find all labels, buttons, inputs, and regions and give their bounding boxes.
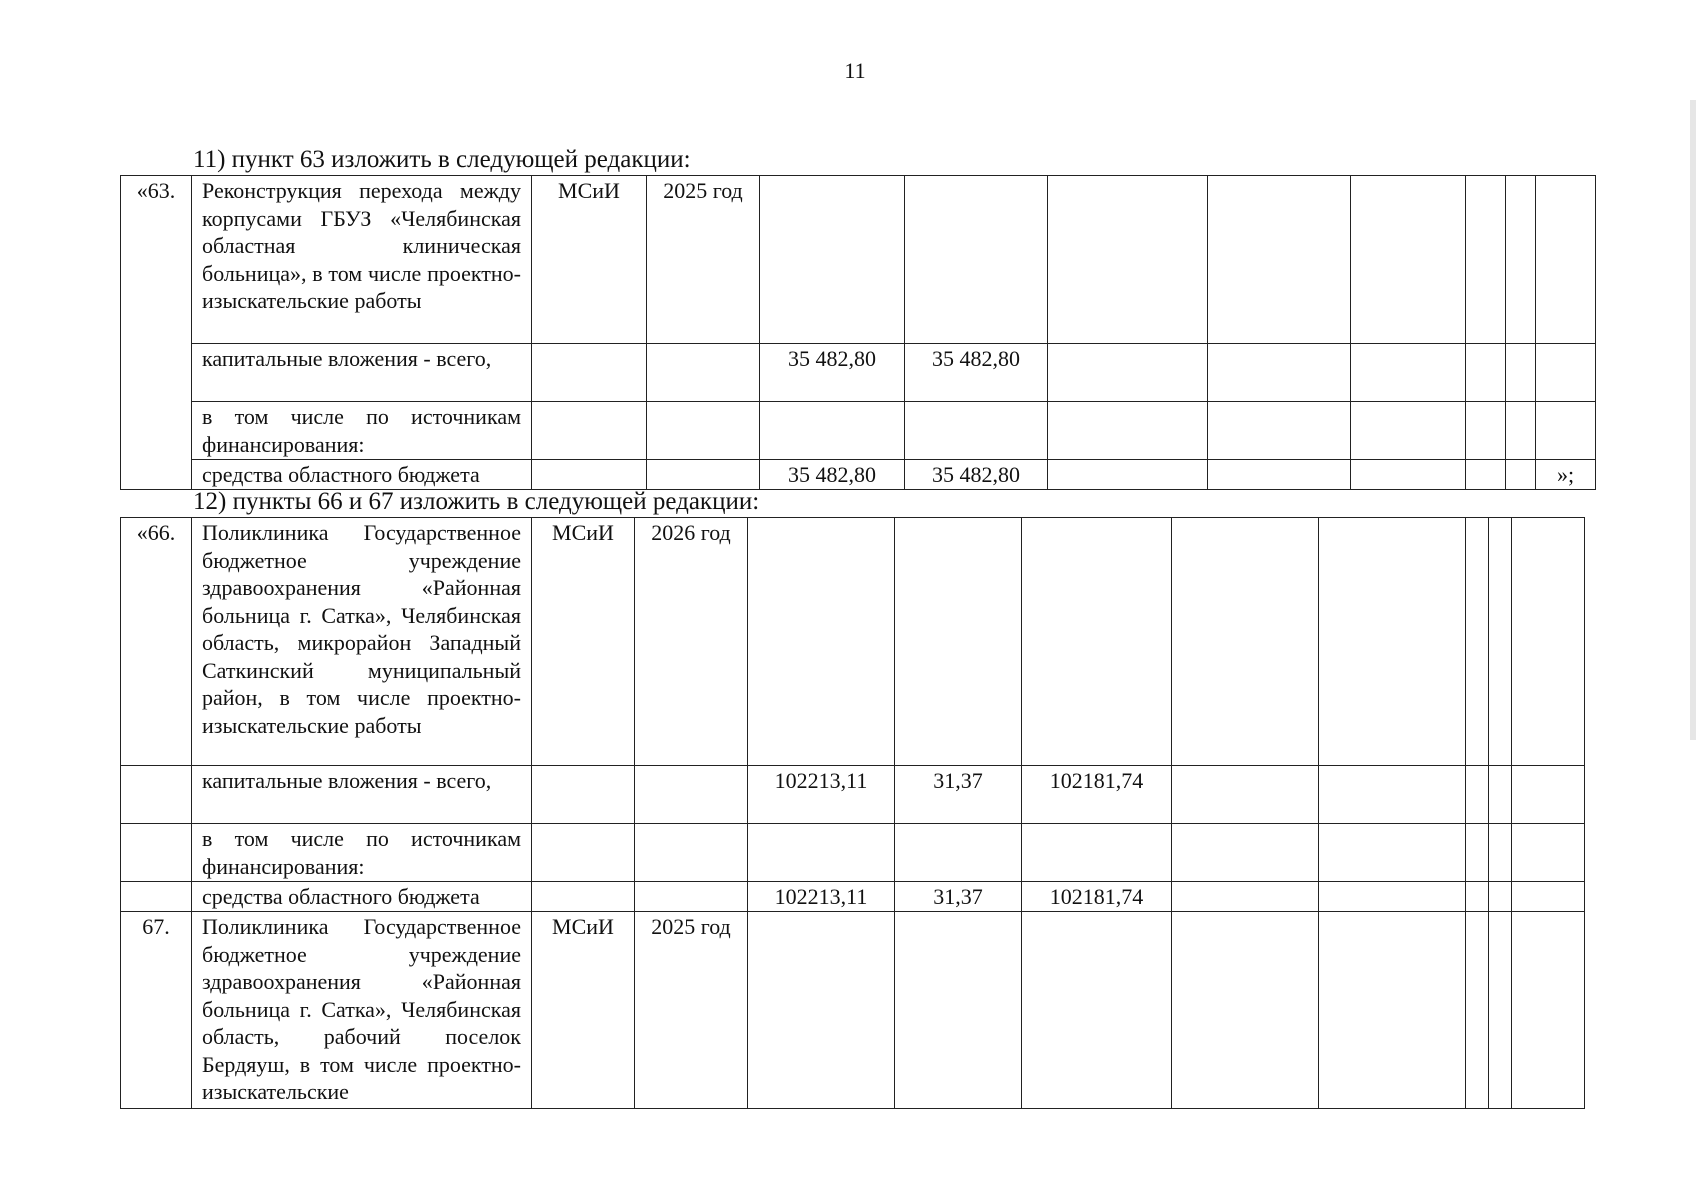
regional-2026: 102181,74 bbox=[1022, 882, 1172, 912]
empty-cell bbox=[1319, 912, 1466, 1109]
empty-cell bbox=[1466, 766, 1489, 824]
empty-cell bbox=[1048, 402, 1208, 460]
empty-cell bbox=[748, 824, 895, 882]
empty-cell bbox=[1512, 824, 1585, 882]
item-number: 67. bbox=[121, 912, 192, 1109]
empty-cell bbox=[1466, 824, 1489, 882]
empty-cell bbox=[905, 176, 1048, 344]
year-cell: 2026 год bbox=[635, 518, 748, 766]
regional-2025: 31,37 bbox=[895, 882, 1022, 912]
empty-cell bbox=[1489, 912, 1512, 1109]
empty-cell bbox=[1536, 344, 1596, 402]
scan-edge-mark bbox=[1690, 100, 1696, 740]
empty-cell bbox=[895, 824, 1022, 882]
empty-cell bbox=[1489, 518, 1512, 766]
year-cell: 2025 год bbox=[635, 912, 748, 1109]
capital-2025: 31,37 bbox=[895, 766, 1022, 824]
table-row bbox=[121, 402, 1596, 460]
empty-cell bbox=[1048, 176, 1208, 344]
empty-cell bbox=[1489, 824, 1512, 882]
capital-total: 35 482,80 bbox=[760, 344, 905, 402]
empty-cell bbox=[1319, 518, 1466, 766]
empty-cell bbox=[748, 518, 895, 766]
empty-cell bbox=[1351, 344, 1466, 402]
empty-cell bbox=[1536, 402, 1596, 460]
table-row bbox=[121, 766, 1585, 824]
empty-cell bbox=[1536, 176, 1596, 344]
customer-cell: МСиИ bbox=[532, 912, 635, 1109]
empty-cell bbox=[121, 766, 192, 824]
empty-cell bbox=[760, 176, 905, 344]
empty-cell bbox=[1512, 912, 1585, 1109]
object-name: Поликлиника Государственное бюджетное учреждение здравоохранения «Районная больница г. Сатка», Челябинская область, микрорайон Западный Саткинский муниципальный район, в том числе проектно-изыскательские работы bbox=[192, 518, 532, 766]
empty-cell bbox=[1208, 344, 1351, 402]
item-number: «63. bbox=[121, 176, 192, 490]
section-63-heading: 11) пункт 63 изложить в следующей редакции: bbox=[193, 146, 691, 173]
empty-cell bbox=[1466, 882, 1489, 912]
empty-cell bbox=[1319, 766, 1466, 824]
empty-cell bbox=[1208, 176, 1351, 344]
empty-cell bbox=[1172, 912, 1319, 1109]
capital-2025: 35 482,80 bbox=[905, 344, 1048, 402]
section-66-67-heading: 12) пункты 66 и 67 изложить в следующей редакции: bbox=[193, 488, 760, 515]
item-number: «66. bbox=[121, 518, 192, 766]
capital-label: капитальные вложения - всего, bbox=[192, 766, 532, 824]
empty-cell bbox=[1466, 460, 1506, 490]
empty-cell bbox=[1466, 176, 1506, 344]
empty-cell bbox=[1351, 460, 1466, 490]
empty-cell bbox=[1022, 824, 1172, 882]
regional-total: 102213,11 bbox=[748, 882, 895, 912]
empty-cell bbox=[1506, 176, 1536, 344]
empty-cell bbox=[532, 344, 647, 402]
customer-cell: МСиИ bbox=[532, 518, 635, 766]
table-item-63 bbox=[120, 175, 1596, 490]
regional-2025: 35 482,80 bbox=[905, 460, 1048, 490]
empty-cell bbox=[1489, 766, 1512, 824]
empty-cell bbox=[895, 518, 1022, 766]
empty-cell bbox=[1512, 766, 1585, 824]
empty-cell bbox=[1319, 882, 1466, 912]
year-cell: 2025 год bbox=[647, 176, 760, 344]
empty-cell bbox=[1022, 912, 1172, 1109]
table-row bbox=[121, 460, 1596, 490]
page-number: 11 bbox=[844, 58, 866, 83]
empty-cell bbox=[1172, 824, 1319, 882]
empty-cell bbox=[1466, 344, 1506, 402]
empty-cell bbox=[1172, 766, 1319, 824]
empty-cell bbox=[1512, 882, 1585, 912]
empty-cell bbox=[1466, 912, 1489, 1109]
sources-label: в том числе по источникам финансирования: bbox=[192, 402, 532, 460]
regional-budget-label: средства областного бюджета bbox=[192, 460, 532, 490]
empty-cell bbox=[1208, 460, 1351, 490]
empty-cell bbox=[1351, 176, 1466, 344]
sources-label: в том числе по источникам финансирования: bbox=[192, 824, 532, 882]
empty-cell bbox=[1466, 402, 1506, 460]
table-row bbox=[121, 344, 1596, 402]
capital-label: капитальные вложения - всего, bbox=[192, 344, 532, 402]
capital-total: 102213,11 bbox=[748, 766, 895, 824]
empty-cell bbox=[532, 402, 647, 460]
empty-cell bbox=[1172, 882, 1319, 912]
table-row bbox=[121, 912, 1585, 1109]
empty-cell bbox=[647, 344, 760, 402]
empty-cell bbox=[905, 402, 1048, 460]
empty-cell bbox=[1506, 402, 1536, 460]
empty-cell bbox=[121, 882, 192, 912]
empty-cell bbox=[635, 882, 748, 912]
empty-cell bbox=[1506, 344, 1536, 402]
empty-cell bbox=[760, 402, 905, 460]
empty-cell bbox=[1048, 460, 1208, 490]
empty-cell bbox=[1466, 518, 1489, 766]
closing-quote: »; bbox=[1536, 460, 1596, 490]
empty-cell bbox=[1351, 402, 1466, 460]
empty-cell bbox=[1172, 518, 1319, 766]
table-row bbox=[121, 824, 1585, 882]
object-name: Реконструкция перехода между корпусами ГБУЗ «Челябинская областная клиническая больница», в том числе проектно-изыскательские работы bbox=[192, 176, 532, 344]
capital-2026: 102181,74 bbox=[1022, 766, 1172, 824]
empty-cell bbox=[1512, 518, 1585, 766]
empty-cell bbox=[532, 882, 635, 912]
empty-cell bbox=[1506, 460, 1536, 490]
table-row bbox=[121, 518, 1585, 766]
regional-budget-label: средства областного бюджета bbox=[192, 882, 532, 912]
regional-total: 35 482,80 bbox=[760, 460, 905, 490]
empty-cell bbox=[1208, 402, 1351, 460]
empty-cell bbox=[532, 766, 635, 824]
empty-cell bbox=[1489, 882, 1512, 912]
empty-cell bbox=[647, 460, 760, 490]
object-name: Поликлиника Государственное бюджетное учреждение здравоохранения «Районная больница г. Сатка», Челябинская область, рабочий поселок Бердяуш, в том числе проектно-изыскательские bbox=[192, 912, 532, 1109]
table-row bbox=[121, 176, 1596, 344]
empty-cell bbox=[121, 824, 192, 882]
empty-cell bbox=[635, 824, 748, 882]
table-row bbox=[121, 882, 1585, 912]
empty-cell bbox=[1022, 518, 1172, 766]
empty-cell bbox=[748, 912, 895, 1109]
empty-cell bbox=[532, 460, 647, 490]
empty-cell bbox=[532, 824, 635, 882]
empty-cell bbox=[1319, 824, 1466, 882]
table-items-66-67 bbox=[120, 517, 1585, 1109]
empty-cell bbox=[1048, 344, 1208, 402]
empty-cell bbox=[647, 402, 760, 460]
customer-cell: МСиИ bbox=[532, 176, 647, 344]
empty-cell bbox=[635, 766, 748, 824]
empty-cell bbox=[895, 912, 1022, 1109]
